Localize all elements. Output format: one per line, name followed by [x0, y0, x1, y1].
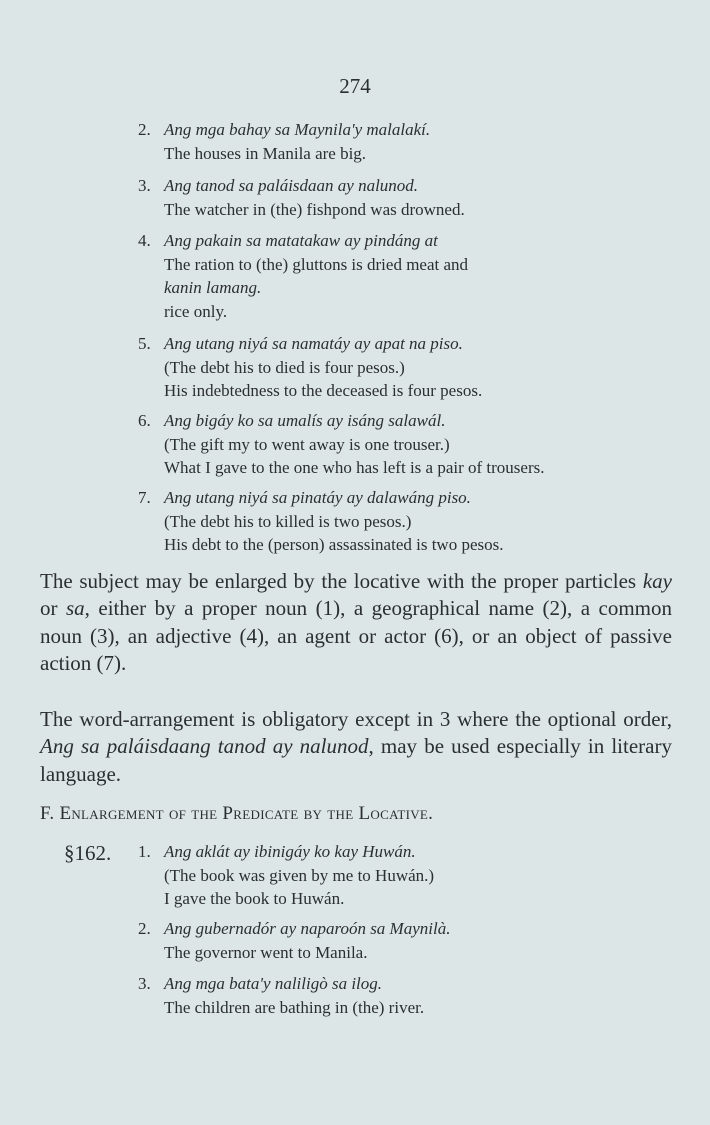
example-5	[138, 332, 483, 403]
gloss-line: The houses in Manila are big.	[164, 143, 367, 163]
section-mark: §162.	[64, 841, 112, 865]
paragraph-word-arrangement: The word-arrangement is obligatory except in 3 where the optional order, Ang sa paláisdaang tanod ay nalunod, may be used especially in literary language.	[40, 707, 672, 786]
tagalog-line: Ang mga bata'y naliligò sa ilog.	[164, 974, 383, 993]
gloss-line: (The debt his to killed is two pesos.)	[164, 511, 412, 531]
example-2	[138, 118, 431, 165]
translation-line: I gave the book to Huwán.	[164, 889, 345, 908]
translation-line: His indebtedness to the deceased is four pesos.	[164, 381, 483, 400]
example-b3	[138, 972, 425, 1019]
gloss-line: The governor went to Manila.	[164, 942, 368, 962]
gloss-line: (The gift my to went away is one trouser.)	[164, 434, 450, 454]
example-number: 1.	[138, 842, 151, 861]
example-number: 3.	[138, 974, 151, 993]
gloss-line: The watcher in (the) fishpond was drowned.	[164, 199, 465, 219]
section-heading: F. Enlargement of the Predicate by the Locative.	[40, 803, 434, 824]
example-number: 2.	[138, 919, 151, 938]
gloss-line-continued: rice only.	[164, 301, 228, 321]
tagalog-line: Ang gubernadór ay naparoón sa Maynilà.	[164, 919, 451, 938]
paragraph-subject-enlargement: The subject may be enlarged by the locative with the proper particles kay or sa, either by a proper noun (1), a geographical name (2), a common noun (3), an adjective (4), an agent or actor (6), or an object of passive action (7).	[40, 569, 672, 675]
example-number: 3.	[138, 176, 151, 195]
gloss-line: The children are bathing in (the) river.	[164, 997, 425, 1017]
example-number: 4.	[138, 231, 151, 250]
example-3	[138, 174, 465, 221]
tagalog-line: Ang utang niyá sa namatáy ay apat na piso.	[164, 334, 463, 353]
tagalog-line-continued: kanin lamang.	[164, 278, 262, 297]
gloss-line: (The debt his to died is four pesos.)	[164, 357, 405, 377]
translation-line: His debt to the (person) assassinated is two pesos.	[164, 535, 504, 554]
example-4	[138, 229, 469, 323]
gloss-line: The ration to (the) gluttons is dried meat and	[164, 254, 469, 274]
example-7	[138, 486, 504, 557]
gloss-line: (The book was given by me to Huwán.)	[164, 865, 435, 885]
tagalog-line: Ang aklát ay ibinigáy ko kay Huwán.	[164, 842, 416, 861]
tagalog-line: Ang bigáy ko sa umalís ay isáng salawál.	[164, 411, 446, 430]
example-number: 5.	[138, 334, 151, 353]
example-b2	[138, 917, 451, 964]
translation-line: What I gave to the one who has left is a pair of trousers.	[164, 458, 545, 477]
example-number: 2.	[138, 120, 151, 139]
tagalog-line: Ang utang niyá sa pinatáy ay dalawáng piso.	[164, 488, 471, 507]
tagalog-line: Ang tanod sa paláisdaan ay nalunod.	[164, 176, 419, 195]
page-number: 274	[339, 74, 371, 98]
example-6	[138, 409, 545, 480]
example-number: 7.	[138, 488, 151, 507]
tagalog-line: Ang mga bahay sa Maynila'y malalakí.	[164, 120, 431, 139]
example-number: 6.	[138, 411, 151, 430]
tagalog-line: Ang pakain sa matatakaw ay pindáng at	[164, 231, 438, 250]
example-b1	[138, 840, 435, 911]
